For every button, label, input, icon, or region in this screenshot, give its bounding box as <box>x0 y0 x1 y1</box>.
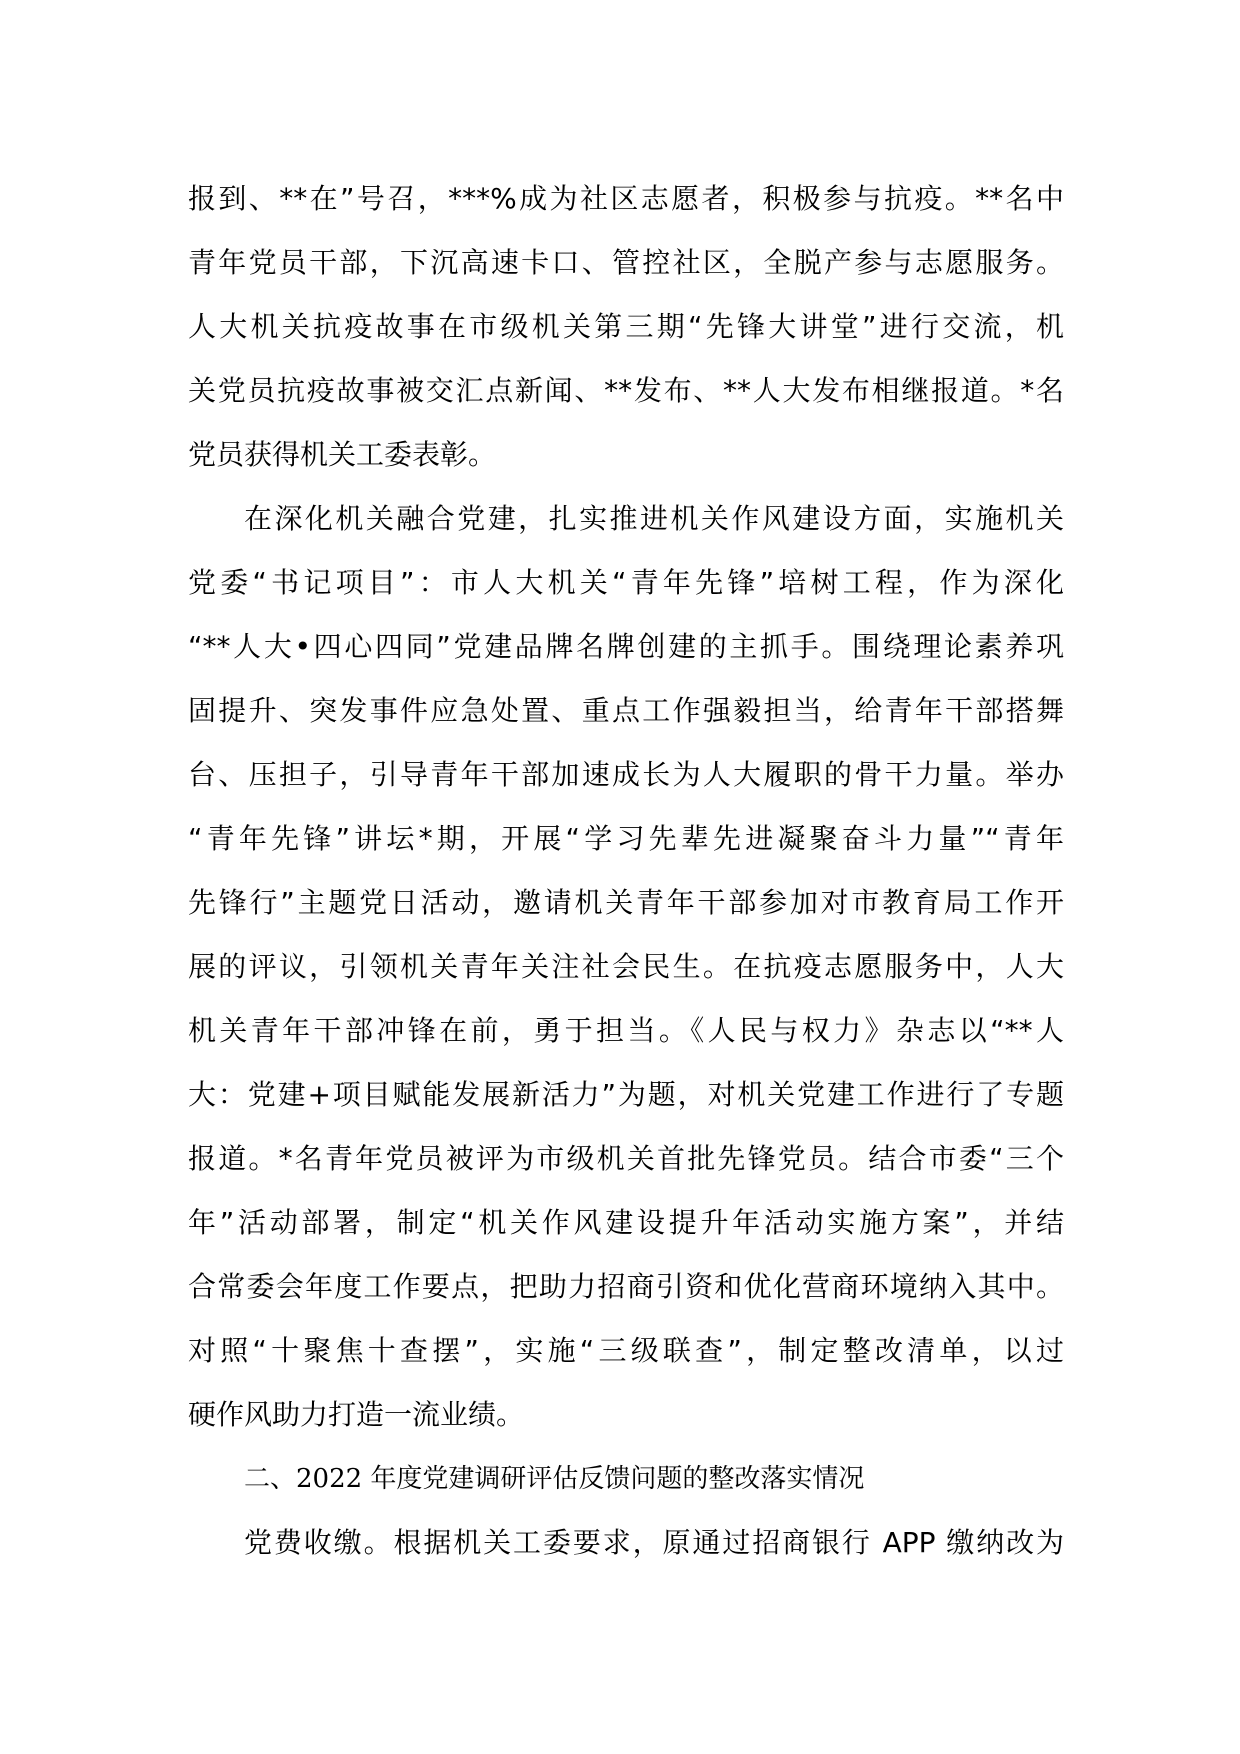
text-line: 年”活动部署，制定“机关作风建设提升年活动实施方案”，并结 <box>188 1206 1064 1239</box>
paragraph-first-line: 党费收缴。根据机关工委要求，原通过招商银行 APP 缴纳改为 <box>244 1526 1064 1559</box>
text-line: “**人大•四心四同”党建品牌名牌创建的主抓手。围绕理论素养巩 <box>188 630 1064 663</box>
section-heading: 二、2022 年度党建调研评估反馈问题的整改落实情况 <box>244 1464 865 1494</box>
text-line: 合常委会年度工作要点，把助力招商引资和优化营商环境纳入其中。 <box>188 1270 1064 1303</box>
text-line: 展的评议，引领机关青年关注社会民生。在抗疫志愿服务中，人大 <box>188 950 1064 983</box>
text-line: “青年先锋”讲坛*期，开展“学习先辈先进凝聚奋斗力量”“青年 <box>188 822 1064 855</box>
text-line: 大：党建+项目赋能发展新活力”为题，对机关党建工作进行了专题 <box>188 1078 1064 1111</box>
text-line: 机关青年干部冲锋在前，勇于担当。《人民与权力》杂志以“**人 <box>188 1014 1064 1047</box>
text-line: 党员获得机关工委表彰。 <box>188 438 497 471</box>
text-line: 青年党员干部，下沉高速卡口、管控社区，全脱产参与志愿服务。 <box>188 246 1064 279</box>
text-line: 台、压担子，引导青年干部加速成长为人大履职的骨干力量。举办 <box>188 758 1064 791</box>
text-line: 硬作风助力打造一流业绩。 <box>188 1398 525 1431</box>
paragraph-first-line: 在深化机关融合党建，扎实推进机关作风建设方面，实施机关 <box>244 502 1064 535</box>
text-line: 关党员抗疫故事被交汇点新闻、**发布、**人大发布相继报道。*名 <box>188 374 1064 407</box>
text-line: 对照“十聚焦十查摆”，实施“三级联查”，制定整改清单，以过 <box>188 1334 1064 1367</box>
text-line: 人大机关抗疫故事在市级机关第三期“先锋大讲堂”进行交流，机 <box>188 310 1064 343</box>
text-line: 报道。*名青年党员被评为市级机关首批先锋党员。结合市委“三个 <box>188 1142 1064 1175</box>
text-line: 先锋行”主题党日活动，邀请机关青年干部参加对市教育局工作开 <box>188 886 1064 919</box>
text-line: 报到、**在”号召，***%成为社区志愿者，积极参与抗疫。**名中 <box>188 182 1064 215</box>
text-line: 固提升、突发事件应急处置、重点工作强毅担当，给青年干部搭舞 <box>188 694 1064 727</box>
document-page <box>188 167 1064 1575</box>
text-line: 党委“书记项目”：市人大机关“青年先锋”培树工程，作为深化 <box>188 566 1064 599</box>
